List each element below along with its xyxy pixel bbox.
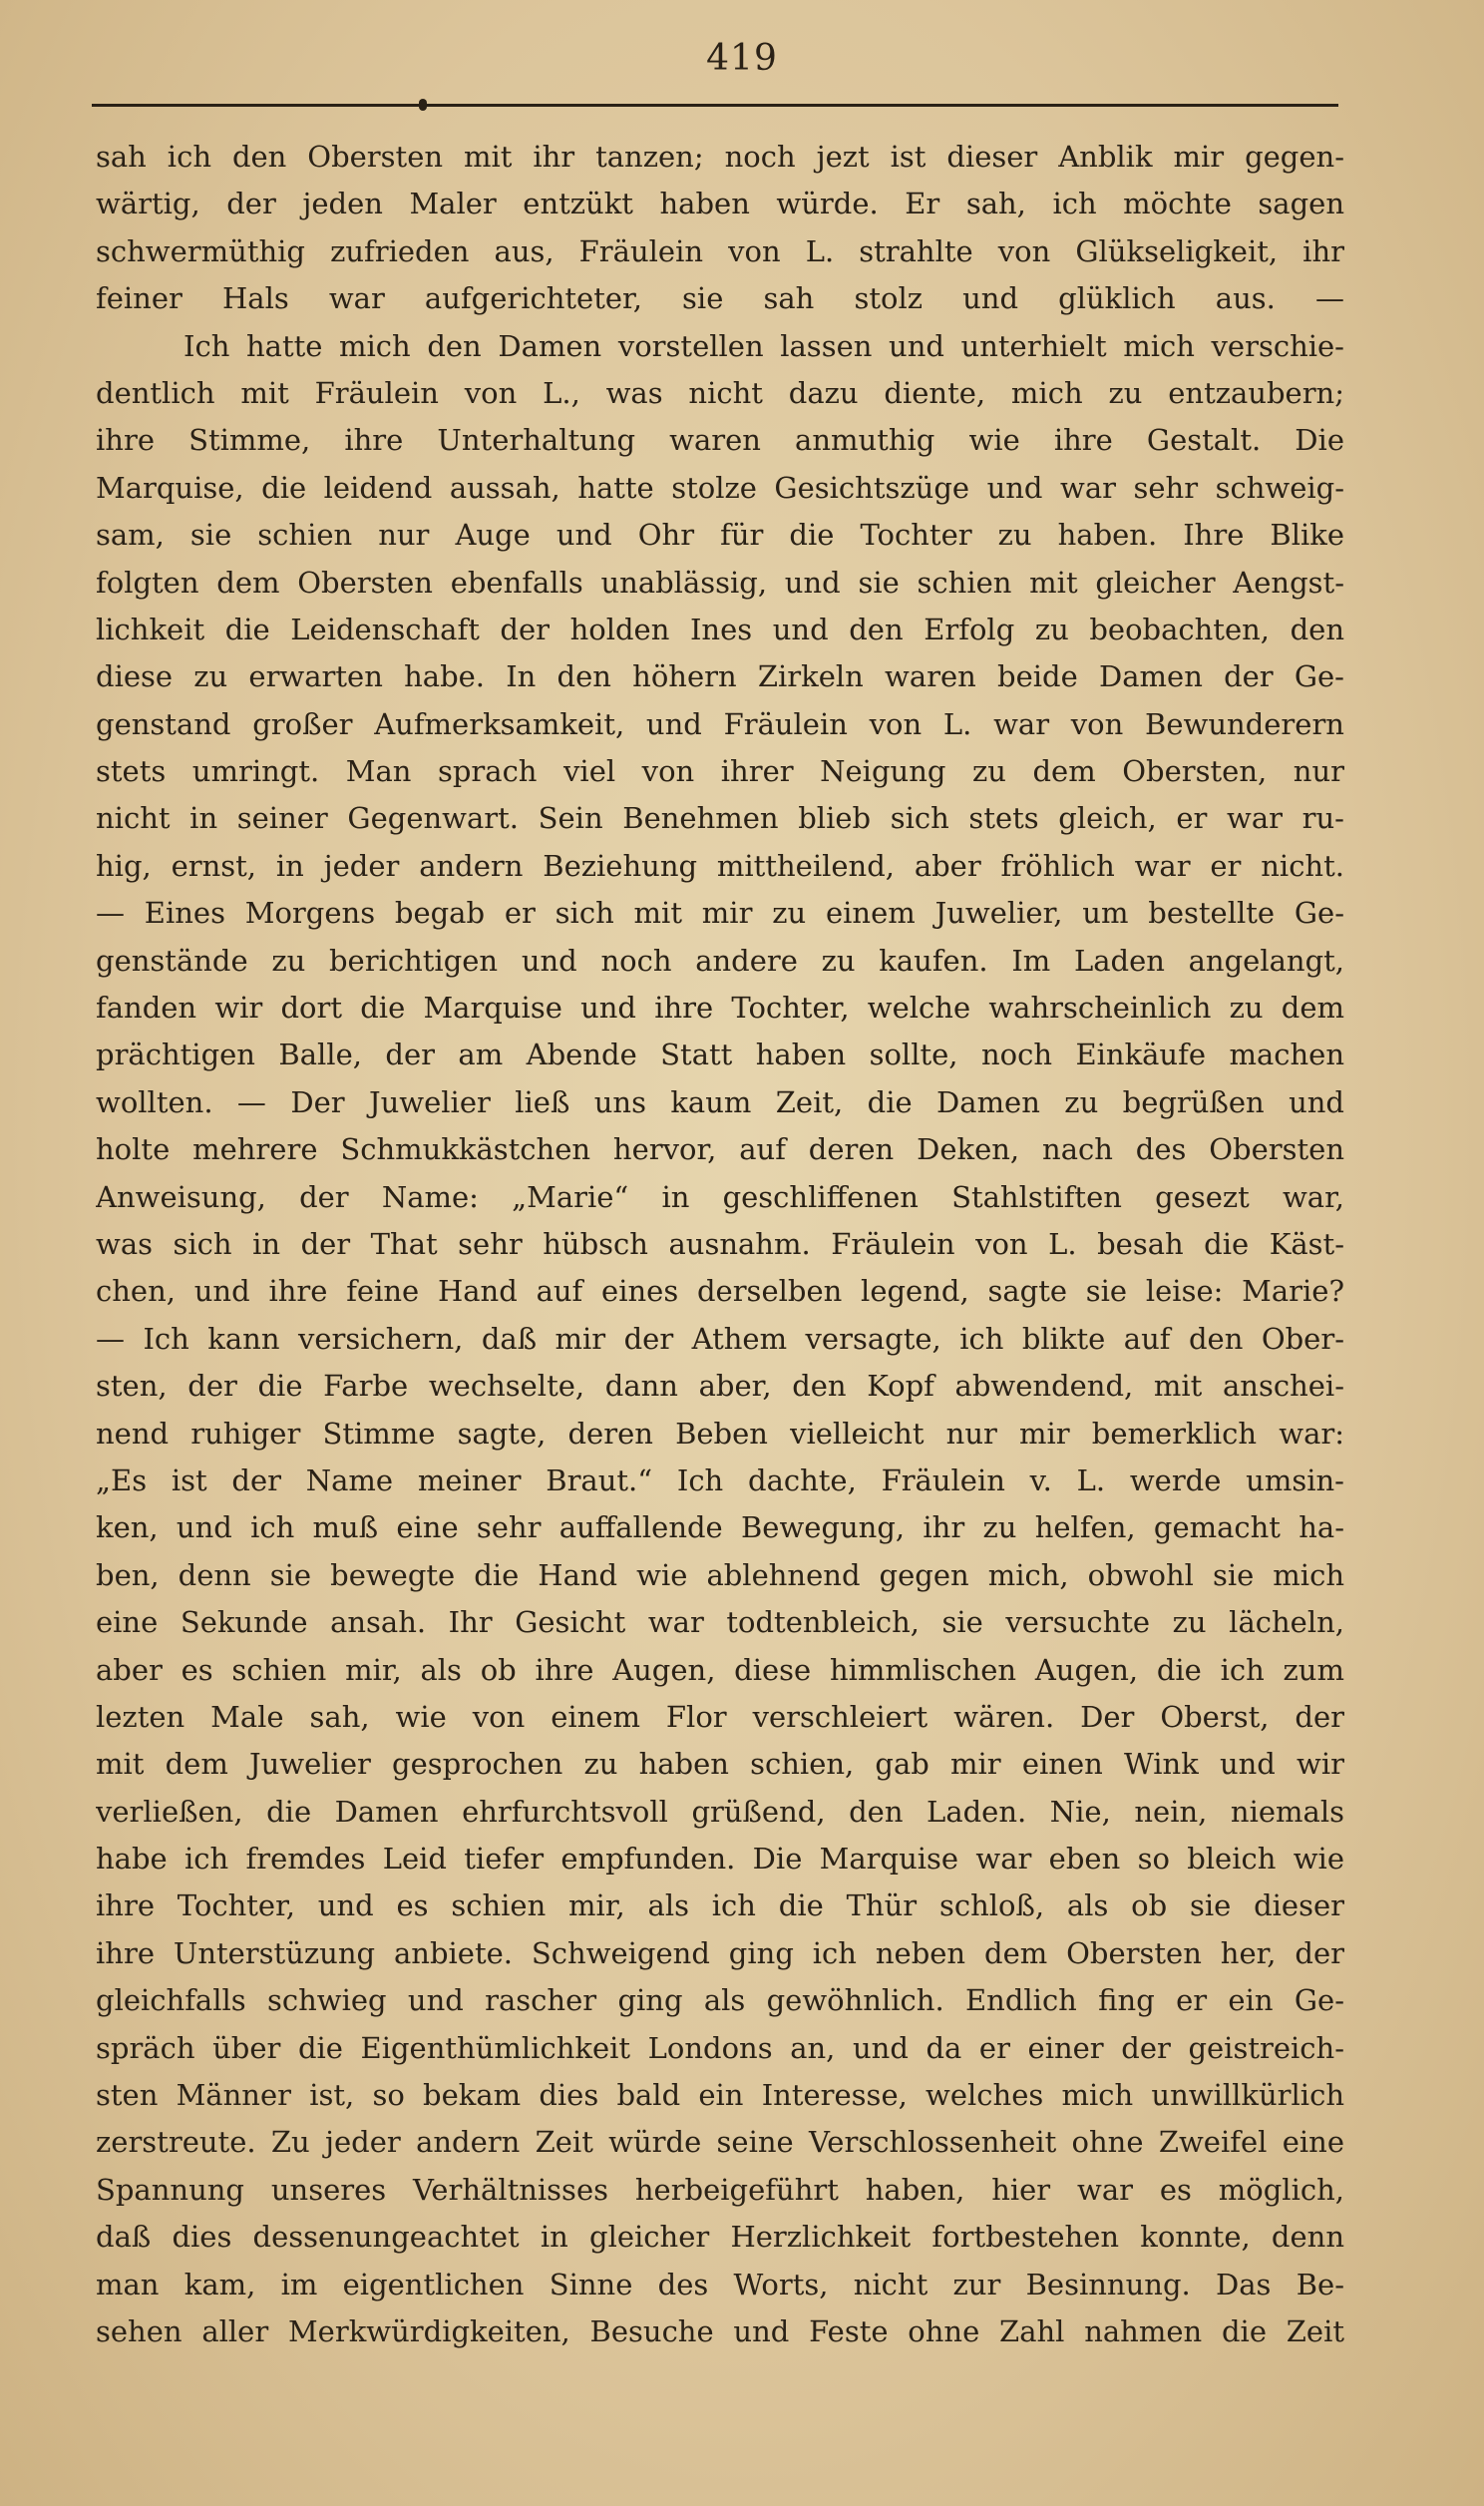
page-number: 419 — [706, 38, 778, 79]
text-line: — Eines Morgens begab er sich mit mir zu einem Juwelier, um bestellte Ge- — [96, 896, 1344, 931]
text-line: Spannung unseres Verhältnisses herbeigeführt haben, hier war es möglich, — [96, 2172, 1344, 2207]
text-line: gleichfalls schwieg und rascher ging als gewöhnlich. Endlich fing er ein Ge- — [96, 1983, 1344, 2018]
text-line: was sich in der That sehr hübsch ausnahm. Fräulein von L. besah die Käst- — [96, 1226, 1344, 1261]
text-line: Anweisung, der Name: „Marie“ in geschliffenen Stahlstiften gesezt war, — [96, 1179, 1344, 1214]
text-line: chen, und ihre feine Hand auf eines derselben legend, sagte sie leise: Marie? — [96, 1274, 1344, 1309]
text-line: ihre Unterstüzung anbiete. Schweigend ging ich neben dem Obersten her, der — [96, 1935, 1344, 1970]
text-line: ken, und ich muß eine sehr auffallende Bewegung, ihr zu helfen, gemacht ha- — [96, 1510, 1344, 1545]
text-line: fanden wir dort die Marquise und ihre Tochter, welche wahrscheinlich zu dem — [96, 991, 1344, 1026]
text-line: dentlich mit Fräulein von L., was nicht dazu diente, mich zu entzaubern; — [96, 375, 1344, 410]
text-line: zerstreute. Zu jeder andern Zeit würde seine Verschlossenheit ohne Zweifel eine — [96, 2125, 1344, 2160]
text-line: eine Sekunde ansah. Ihr Gesicht war todtenbleich, sie versuchte zu lächeln, — [96, 1605, 1344, 1640]
text-line: wollten. — Der Juwelier ließ uns kaum Zeit, die Damen zu begrüßen und — [96, 1084, 1344, 1119]
text-line: habe ich fremdes Leid tiefer empfunden. Die Marquise war eben so bleich wie — [96, 1842, 1344, 1877]
text-line: man kam, im eigentlichen Sinne des Worts, nicht zur Besinnung. Das Be- — [96, 2267, 1344, 2301]
text-line: mit dem Juwelier gesprochen zu haben schien, gab mir einen Wink und wir — [96, 1747, 1344, 1782]
text-line: Ich hatte mich den Damen vorstellen lassen und unterhielt mich verschie- — [184, 328, 1344, 363]
body-text — [96, 134, 1344, 2355]
text-line: schwermüthig zufrieden aus, Fräulein von L. strahlte von Glükseligkeit, ihr — [96, 233, 1344, 268]
text-line: ihre Tochter, und es schien mir, als ich die Thür schloß, als ob sie dieser — [96, 1888, 1344, 1923]
text-line: prächtigen Balle, der am Abende Statt haben sollte, noch Einkäufe machen — [96, 1038, 1344, 1072]
text-line: diese zu erwarten habe. In den höhern Zirkeln waren beide Damen der Ge- — [96, 659, 1344, 694]
text-line: sten, der die Farbe wechselte, dann aber, den Kopf abwendend, mit anschei- — [96, 1369, 1344, 1404]
text-line: Marquise, die leidend aussah, hatte stolze Gesichtszüge und war sehr schweig- — [96, 470, 1344, 505]
text-line: sam, sie schien nur Auge und Ohr für die Tochter zu haben. Ihre Blike — [96, 518, 1344, 553]
text-line: hig, ernst, in jeder andern Beziehung mittheilend, aber fröhlich war er nicht. — [96, 848, 1344, 883]
text-line: holte mehrere Schmukkästchen hervor, auf deren Deken, nach des Obersten — [96, 1132, 1344, 1167]
text-line: sehen aller Merkwürdigkeiten, Besuche und Feste ohne Zahl nahmen die Zeit — [96, 2313, 1344, 2348]
text-line: nicht in seiner Gegenwart. Sein Benehmen blieb sich stets gleich, er war ru- — [96, 801, 1344, 836]
text-line: „Es ist der Name meiner Braut.“ Ich dachte, Fräulein v. L. werde umsin- — [96, 1462, 1344, 1497]
text-line: genstand großer Aufmerksamkeit, und Fräulein von L. war von Bewunderern — [96, 706, 1344, 741]
text-line: aber es schien mir, als ob ihre Augen, diese himmlischen Augen, die ich zum — [96, 1652, 1344, 1687]
text-line: genstände zu berichtigen und noch andere zu kaufen. Im Laden angelangt, — [96, 943, 1344, 978]
text-line: lichkeit die Leidenschaft der holden Ines und den Erfolg zu beobachten, den — [96, 612, 1344, 646]
text-line: nend ruhiger Stimme sagte, deren Beben vielleicht nur mir bemerklich war: — [96, 1416, 1344, 1451]
text-line: folgten dem Obersten ebenfalls unablässig, und sie schien mit gleicher Aengst- — [96, 565, 1344, 600]
text-line: verließen, die Damen ehrfurchtsvoll grüßend, den Laden. Nie, nein, niemals — [96, 1794, 1344, 1829]
text-line: daß dies dessenungeachtet in gleicher Herzlichkeit fortbestehen konnte, denn — [96, 2220, 1344, 2255]
text-line: — Ich kann versichern, daß mir der Athem versagte, ich blikte auf den Ober- — [96, 1321, 1344, 1356]
header-rule-ornament — [419, 99, 427, 111]
text-line: sten Männer ist, so bekam dies bald ein Interesse, welches mich unwillkürlich — [96, 2078, 1344, 2113]
text-line: feiner Hals war aufgerichteter, sie sah stolz und glüklich aus. — — [96, 281, 1344, 316]
text-line: spräch über die Eigenthümlichkeit Londons an, und da er einer der geistreich- — [96, 2030, 1344, 2065]
text-line: stets umringt. Man sprach viel von ihrer Neigung zu dem Obersten, nur — [96, 754, 1344, 789]
text-line: wärtig, der jeden Maler entzükt haben würde. Er sah, ich möchte sagen — [96, 187, 1344, 221]
text-line: ben, denn sie bewegte die Hand wie ablehnend gegen mich, obwohl sie mich — [96, 1557, 1344, 1592]
header-rule — [92, 104, 1338, 107]
text-line: ihre Stimme, ihre Unterhaltung waren anmuthig wie ihre Gestalt. Die — [96, 423, 1344, 458]
text-line: lezten Male sah, wie von einem Flor verschleiert wären. Der Oberst, der — [96, 1699, 1344, 1734]
text-line: sah ich den Obersten mit ihr tanzen; noch jezt ist dieser Anblik mir gegen- — [96, 140, 1344, 174]
